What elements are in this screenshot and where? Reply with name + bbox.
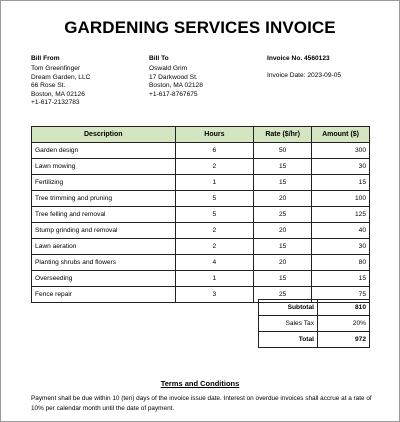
bill-to-block — [149, 55, 203, 99]
bill-from-block — [31, 55, 90, 107]
row-rate: 15 — [254, 159, 312, 175]
bill-to-line: +1-617-8767675 — [149, 90, 198, 98]
row-description: Overseeding — [32, 271, 176, 287]
row-hours: 2 — [175, 223, 254, 239]
row-rate: 20 — [254, 223, 312, 239]
table-row — [32, 175, 370, 191]
row-description: Planting shrubs and flowers — [32, 255, 176, 271]
table-row — [32, 191, 370, 207]
totals-row — [259, 332, 370, 348]
totals-label: Sales Tax — [259, 316, 318, 332]
row-hours: 1 — [175, 271, 254, 287]
row-amount: 75 — [312, 287, 370, 303]
row-amount: 100 — [312, 191, 370, 207]
totals-row — [259, 316, 370, 332]
row-rate: 20 — [254, 191, 312, 207]
column-header: Hours — [175, 127, 254, 143]
invoice-date: Invoice Date: 2023-09-05 — [267, 71, 342, 79]
totals-label: Total — [259, 332, 318, 348]
totals-value: 810 — [318, 300, 370, 316]
column-header: Description — [32, 127, 176, 143]
table-row — [32, 271, 370, 287]
row-description: Stump grinding and removal — [32, 223, 176, 239]
totals-label: Subtotal — [259, 300, 318, 316]
row-hours: 5 — [175, 207, 254, 223]
invoice-title: GARDENING SERVICES INVOICE — [64, 18, 336, 37]
bill-from-line: 66 Rose St. — [31, 82, 66, 90]
totals-value: 972 — [318, 332, 370, 348]
row-amount: 15 — [312, 175, 370, 191]
row-description: Lawn aeration — [32, 239, 176, 255]
bill-to-line: 17 Darkwood St. — [149, 73, 198, 81]
bill-from-line: +1-617-2132783 — [31, 99, 80, 107]
table-row — [32, 223, 370, 239]
table-row — [32, 207, 370, 223]
bill-from-line: Boston, MA 02126 — [31, 90, 85, 98]
row-rate: 25 — [254, 207, 312, 223]
bill-from-line: Tom Greenfinger — [31, 65, 81, 73]
row-hours: 3 — [175, 287, 254, 303]
row-amount: 40 — [312, 223, 370, 239]
row-rate: 15 — [254, 271, 312, 287]
terms-title: Terms and Conditions — [160, 379, 240, 388]
column-header: Rate ($/hr) — [254, 127, 312, 143]
row-description: Lawn mowing — [32, 159, 176, 175]
row-amount: 30 — [312, 159, 370, 175]
line-items-table — [31, 126, 370, 303]
row-rate: 25 — [254, 287, 312, 303]
row-description: Tree felling and removal — [32, 207, 176, 223]
invoice-number: Invoice No. 4560123 — [267, 55, 330, 62]
row-hours: 6 — [175, 143, 254, 159]
row-amount: 30 — [312, 239, 370, 255]
row-hours: 5 — [175, 191, 254, 207]
row-hours: 2 — [175, 159, 254, 175]
row-rate: 15 — [254, 175, 312, 191]
row-hours: 2 — [175, 239, 254, 255]
bill-from-heading: Bill From — [31, 55, 60, 62]
row-description: Fertilizing — [32, 175, 176, 191]
table-row — [32, 255, 370, 271]
row-rate: 20 — [254, 255, 312, 271]
table-row — [32, 143, 370, 159]
totals-value: 20% — [318, 316, 370, 332]
row-rate: 50 — [254, 143, 312, 159]
column-header: Amount ($) — [312, 127, 370, 143]
table-row — [32, 159, 370, 175]
totals-row — [259, 300, 370, 316]
row-amount: 15 — [312, 271, 370, 287]
table-row — [32, 239, 370, 255]
row-amount: 125 — [312, 207, 370, 223]
row-amount: 300 — [312, 143, 370, 159]
totals-table — [258, 299, 370, 348]
row-hours: 1 — [175, 175, 254, 191]
bill-from-line: Dream Garden, LLC — [31, 73, 91, 81]
row-description: Fence repair — [32, 287, 176, 303]
row-description: Garden design — [32, 143, 176, 159]
row-hours: 4 — [175, 255, 254, 271]
row-description: Tree trimming and pruning — [32, 191, 176, 207]
row-amount: 80 — [312, 255, 370, 271]
bill-to-heading: Bill To — [149, 55, 169, 62]
bill-to-line: Oswald Grim — [149, 65, 188, 73]
terms-text: Payment shall be due within 10 (ten) days of the invoice issue date. Interest on overdue invoices shall accrue at a rate of 10% per calendar month until the date of payment. — [31, 395, 372, 412]
bill-to-line: Boston, MA 02128 — [149, 82, 203, 90]
invoice-meta-block — [267, 55, 341, 80]
table-header-row — [32, 127, 370, 143]
row-rate: 15 — [254, 239, 312, 255]
